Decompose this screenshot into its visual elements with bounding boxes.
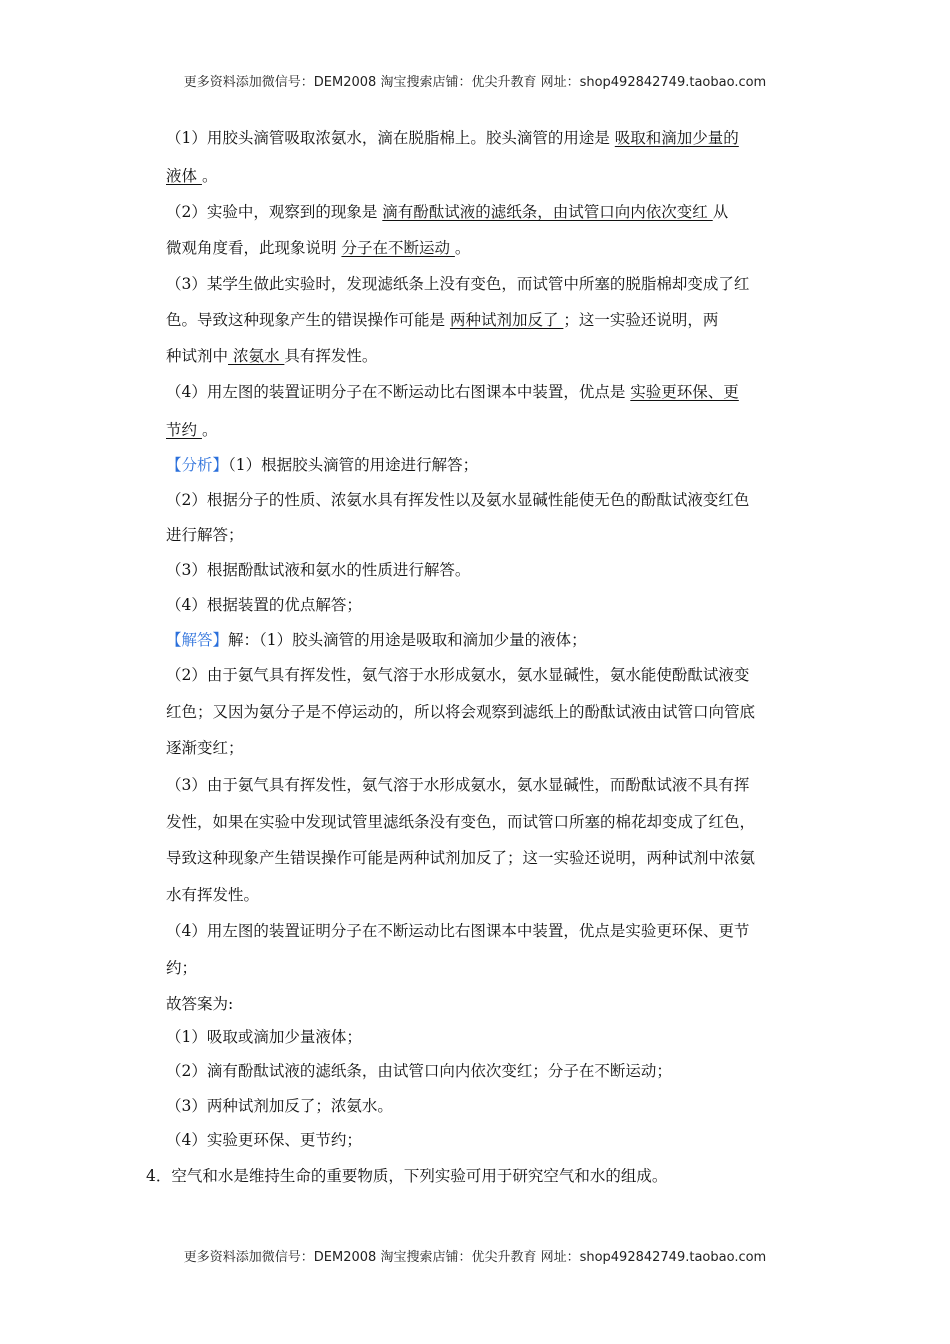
solution-line3: 红色；又因为氨分子是不停运动的，所以将会观察到滤纸上的酚酞试液由试管口向管底 bbox=[166, 703, 756, 721]
solution-line9: （4）用左图的装置证明分子在不断运动比右图课本中装置，优点是实验更环保、更节 bbox=[166, 922, 750, 940]
solution-line10: 约； bbox=[166, 959, 198, 977]
answer-2: （2）滴有酚酞试液的滤纸条，由试管口向内依次变红；分子在不断运动； bbox=[166, 1062, 672, 1080]
q3-line3: 种试剂中 浓氨水 具有挥发性。 bbox=[166, 347, 378, 365]
solution-tag: 【解答】 bbox=[166, 631, 229, 649]
question-4: 4．空气和水是维持生命的重要物质，下列实验可用于研究空气和水的组成。 bbox=[146, 1167, 668, 1185]
analysis-line5: （4）根据装置的优点解答； bbox=[166, 596, 362, 614]
q3-line2: 色。导致这种现象产生的错误操作可能是 两种试剂加反了 ；这一实验还说明，两 bbox=[166, 311, 719, 329]
solution-line6: 发性，如果在实验中发现试管里滤纸条没有变色，而试管口所塞的棉花却变成了红色， bbox=[166, 813, 756, 831]
solution-line7: 导致这种现象产生错误操作可能是两种试剂加反了；这一实验还说明，两种试剂中浓氨 bbox=[166, 849, 756, 867]
q3-answer2: 浓氨水 bbox=[228, 347, 285, 365]
answer-3: （3）两种试剂加反了；浓氨水。 bbox=[166, 1097, 393, 1115]
analysis-line1: 【分析】（1）根据胶头滴管的用途进行解答； bbox=[166, 456, 479, 474]
analysis-line3: 进行解答； bbox=[166, 526, 244, 544]
q2-answer2: 分子在不断运动 bbox=[341, 239, 455, 257]
answer-4: （4）实验更环保、更节约； bbox=[166, 1131, 362, 1149]
solution-line1: 【解答】解：（1）胶头滴管的用途是吸取和滴加少量的液体； bbox=[166, 631, 587, 649]
answer-title: 故答案为: bbox=[166, 995, 234, 1013]
q2-answer: 滴有酚酞试液的滤纸条，由试管口向内依次变红 bbox=[382, 203, 713, 221]
q4-line1: （4）用左图的装置证明分子在不断运动比右图课本中装置，优点是 实验更环保、更 bbox=[166, 383, 739, 401]
q1-line1: （1）用胶头滴管吸取浓氨水，滴在脱脂棉上。胶头滴管的用途是 吸取和滴加少量的 bbox=[166, 129, 739, 147]
q4-answer: 实验更环保、更 bbox=[630, 383, 739, 401]
q3-answer: 两种试剂加反了 bbox=[449, 311, 564, 329]
q3-line1: （3）某学生做此实验时，发现滤纸条上没有变色，而试管中所塞的脱脂棉却变成了红 bbox=[166, 275, 750, 293]
answer-1: （1）吸取或滴加少量液体； bbox=[166, 1028, 362, 1046]
solution-line8: 水有挥发性。 bbox=[166, 886, 260, 904]
solution-line4: 逐渐变红； bbox=[166, 739, 244, 757]
analysis-line2: （2）根据分子的性质、浓氨水具有挥发性以及氨水显碱性能使无色的酚酞试液变红色 bbox=[166, 491, 750, 509]
q2-line2: 微观角度看，此现象说明 分子在不断运动 。 bbox=[166, 239, 471, 257]
solution-line5: （3）由于氨气具有挥发性，氨气溶于水形成氨水，氨水显碱性，而酚酞试液不具有挥 bbox=[166, 776, 750, 794]
q4-line2: 节约 。 bbox=[166, 421, 218, 439]
q1-line2: 液体 。 bbox=[166, 167, 218, 185]
page-header: 更多资料添加微信号：DEM2008 淘宝搜索店铺：优尖升教育 网址：shop492842749.taobao.com bbox=[183, 75, 767, 90]
analysis-line4: （3）根据酚酞试液和氨水的性质进行解答。 bbox=[166, 561, 471, 579]
q1-answer: 吸取和滴加少量的 bbox=[614, 129, 739, 147]
solution-line2: （2）由于氨气具有挥发性，氨气溶于水形成氨水，氨水显碱性，氨水能使酚酞试液变 bbox=[166, 666, 750, 684]
page-footer: 更多资料添加微信号：DEM2008 淘宝搜索店铺：优尖升教育 网址：shop492842749.taobao.com bbox=[183, 1250, 767, 1265]
q2-line1: （2）实验中，观察到的现象是 滴有酚酞试液的滤纸条，由试管口向内依次变红 从 bbox=[166, 203, 729, 221]
analysis-tag: 【分析】 bbox=[166, 456, 229, 474]
